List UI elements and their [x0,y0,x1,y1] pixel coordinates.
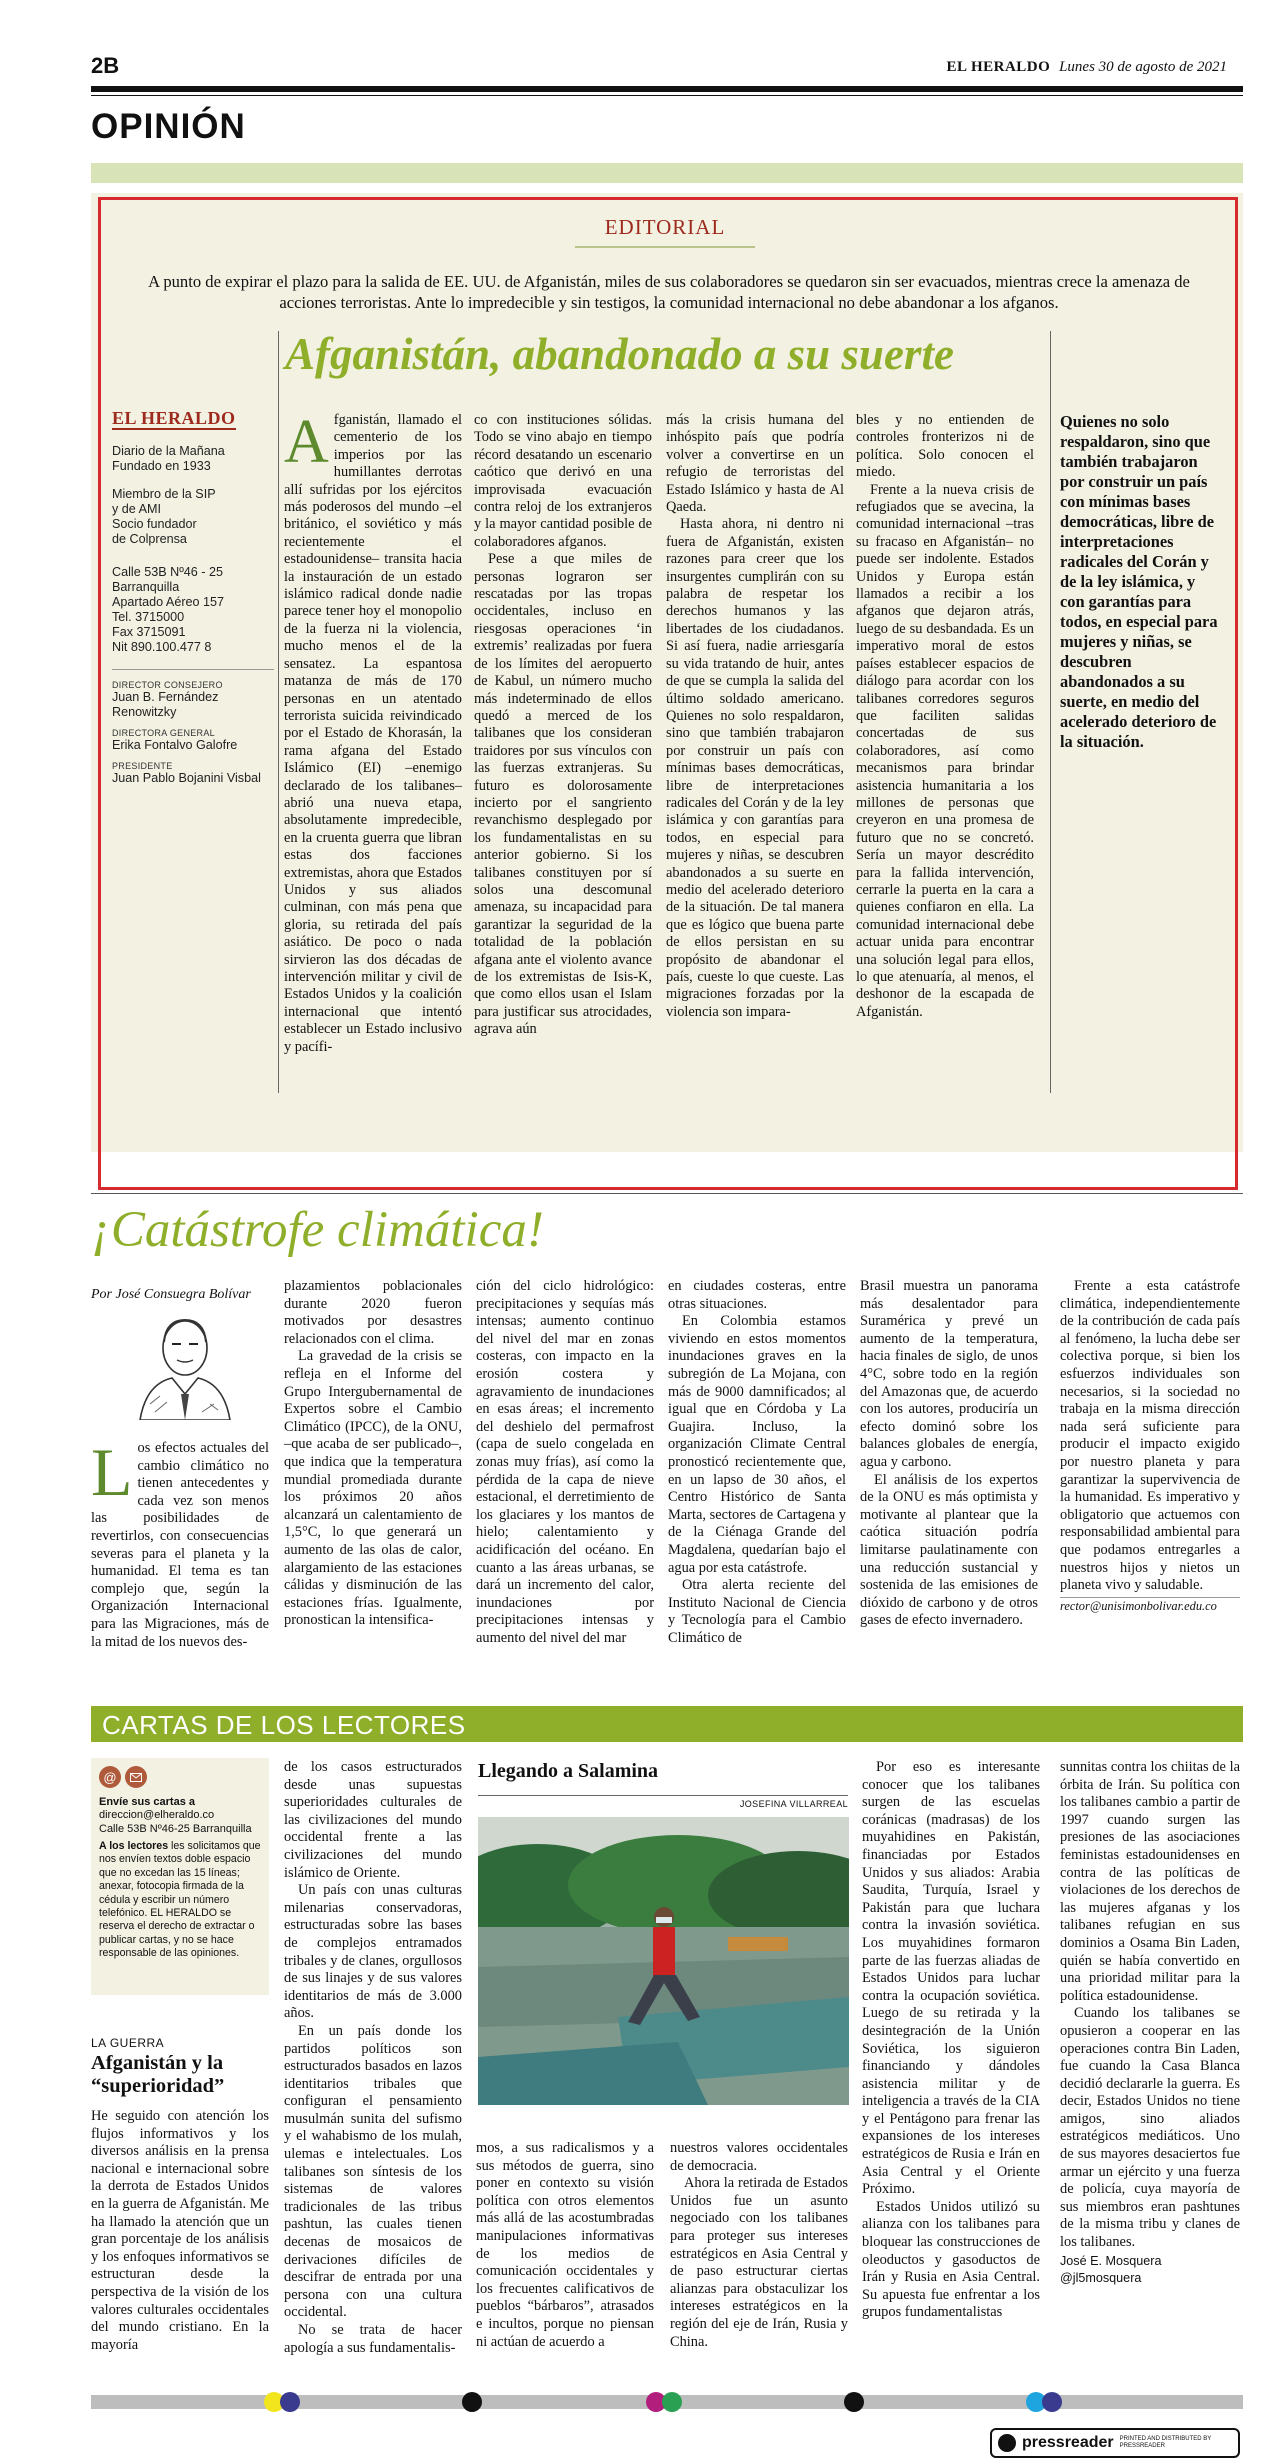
masthead-line: Calle 53B Nº46 - 25 [112,565,224,579]
column-headline: ¡Catástrofe climática! [91,1202,544,1258]
paragraph: ción del ciclo hidrológico: precipitaciones y sequías más intensas; aumento continuo del nivel del mar en zonas costeras, con impacto en la erosión costera y agravamiento de inundaciones en esas áreas; el incremento del deshielo del permafrost (capa de suelo congelada en zonas muy frías), así como la pérdida de la capa de nieve estacional, el derretimiento de los glaciares y los mantos de hielo; calentamiento y acidificación del océano. En cuanto a las áreas urbanas, se dará un incremento del calor, inundaciones por precipitaciones intensas y aumento del nivel del mar [476,1278,654,1646]
masthead-line: Diario de la Mañana [112,444,225,458]
masthead-line: Fax 3715091 [112,625,186,639]
registration-dot [844,2392,864,2412]
issue-date: Lunes 30 de agosto de 2021 [1059,59,1227,75]
paragraph: No se trata de hacer apología a sus fundamentalis- [284,2322,462,2356]
masthead-line: y de AMI [112,502,161,516]
paragraph: En Colombia estamos viviendo en estos momentos inundaciones graves en la subregión de La Mojana, con más de 9000 damnificados; al igual que en Córdoba y La Guajira. Incluso, la organización Climate Central pronosticó recientemente que, en un lapso de 30 años, el Centro Histórico de Santa Marta, sectores de Cartagena y de la Ciénaga Grande del Magdalena, quedarían bajo el agua por esta catástrofe. [668,1313,846,1576]
paragraph: El análisis de los expertos de la ONU es más optimista y motivante al plantear que la caótica situación podría limitarse paulatinamente con una reducción sustancial y sostenida de las emisiones de dióxido de carbono y de otros gases de efecto invernadero. [860,1471,1038,1629]
photo-rule [478,1795,848,1796]
column-col-3 [476,1278,654,1647]
editorial-dek: A punto de expirar el plazo para la salida de EE. UU. de Afganistán, miles de sus colaboradores se quedaron sin ser evacuados, mientras crece la amenaza de acciones terroristas. Ante lo impredecible y sin testigos, la comunidad internacional no debe abandonar a los afganos. [148,272,1190,312]
at-icon: @ [99,1766,121,1788]
header-rule-thin [91,95,1243,96]
paragraph: He seguido con atención los flujos informativos y los diversos análisis en la prensa nacional e internacional sobre la derrota de Estados Unidos en la guerra de Afganistán. Me ha llamado la atención que un gran porcentaje de los análisis y los enfoques informativos se estructuran desde la perspectiva de la visión de los valores culturales occidentales del mundo cristiano. En la mayoría [91,2108,269,2353]
submission-rules [99,1840,261,1961]
masthead-members [112,487,274,547]
pressreader-badge[interactable] [990,2428,1240,2458]
letter-col-2 [284,1759,462,2357]
submission-email[interactable]: direccion@elheraldo.co [99,1809,215,1821]
paragraph: Un país con unas culturas milenarias conservadoras, estructuradas sobre las bases de complejos entramados tribales y de clanes, orgullosos de sus linajes y de sus valores identitarios de más de 3.000 años. [284,1882,462,2022]
drop-cap: L [91,1434,133,1510]
paragraph: de los casos estructurados desde unas supuestas superioridades culturales de las civilizaciones del mundo occidental frente a las civilizaciones del mundo islámico de Oriente. [284,1759,462,1881]
headline-vrule-right [1050,331,1051,1093]
editorial-col-2 [474,412,652,1039]
rules-lead: A los lectores [99,1840,169,1852]
paragraph: En un país donde los partidos políticos son estructurados basados en lazos identitarios tribales que configuran el pensamiento musulmán sunita del sufismo y el wahabismo de los mulah, ulemas e intelectuales. Los talibanes son síntesis de los sistemas de valores tradicionales de las tribus pashtun, las cuales tienen decenas de mosaicos de derivaciones difíciles de descifrar de entrada por una persona con una cultura occidental. [284,2022,462,2321]
masthead-address [112,565,274,655]
pull-quote: Quienes no solo respaldaron, sino que también trabajaron por construir un país con mínimas bases democráticas, libre de interpretaciones radicales del Corán y de la ley islámica, y con garantías para todos, en especial para mujeres y niñas, se descubren abandonados a su suerte, en medio del acelerado deterioro de la situación. [1060,412,1218,751]
paper-name: EL HERALDO [946,59,1051,75]
mail-icon [125,1766,147,1788]
paragraph: Ahora la retirada de Estados Unidos fue un asunto negociado con los talibanes para proteger sus intereses estratégicos en Asia Central y de paso estructurar ciertas alianzas para obstaculizar los intereses estratégicos en la región del eje de Irán, Rusia y China. [670,2175,848,2350]
column-col-5 [860,1278,1038,1630]
submission-box [91,1758,269,1995]
paragraph: Frente a la nueva crisis de refugiados que se avecina, la comunidad internacional –tras su fracaso en Afganistán– no puede ser indolente. Estados Unidos y Europa están llamados a recibir a los afganos que dejaron atrás, luego de su desbandada. Es un imperativo moral de estos países establecer espacios de diálogo para acordar con los talibanes corredores seguros que faciliten salidas concertadas de sus colaboradores, así como mecanismos para brindar asistencia humanitaria a los millones de personas que creyeron en una promesa de futuro que no se concretó. Sería un mayor descrédito para la fallida intervención, cerrarle la puerta en la cara a quienes confiaron en ella. La comunidad internacional debe actuar unida para encontrar una solución legal para ellos, lo que atenuaría, al menos, el deshonor de la escapada de Afganistán. [856,481,1034,1020]
paragraph: sunnitas contra los chiitas de la órbita de Irán. Su política con los talibanes cambio a partir de 1997 cuando surgen las presiones de las asociaciones feministas estadounidenses en contra de las políticas de violaciones de los derechos de las mujeres afganas y los talibanes refugian en sus dominios a Osama Bin Laden, quién se había convertido en una prioridad militar para la política estadounidense. [1060,1759,1240,2004]
editorial-col-1 [284,408,462,1056]
climate-top-rule [91,1193,1243,1194]
paragraph: Pese a que miles de personas lograron ser rescatadas por las tropas occidentales, incluso en riesgosas operaciones ‘in extremis’ realizadas por fuera de los límites del aeropuerto de Kabul, un número mucho más indeterminado de ellos quedó a merced de los talibanes que los consideran traidores por sus vínculos con las fuerzas extranjeras. Su futuro es dolorosamente incierto por el sangriento revanchismo desplegado por los fundamentalistas en su anterior gobierno. Si los talibanes constituyen por sí solos una descomunal amenaza, su incapacidad para garantizar la seguridad de la totalidad de la población afgana ante el violento avance de los extremistas de Isis-K, que como ellos usan el Islam para justificar sus atrocidades, agrava aún [474,551,652,1038]
column-text: os efectos actuales del cambio climático no tienen antecedentes y cada vez son menos las posibilidades de revertirlos, con consecuencias severas para el planeta y la humanidad. El tema es tan complejo que, según la Organización Internacional para las Migraciones, más de la mitad de los nuevos des- [91,1440,269,1650]
column-col-6 [1060,1278,1240,1615]
masthead-line: Nit 890.100.477 8 [112,640,212,654]
masthead-line: de Colprensa [112,532,187,546]
paragraph: en ciudades costeras, entre otras situaciones. [668,1278,846,1312]
letter-col-1 [91,2108,269,2354]
letter-headline: Afganistán y la “superioridad” [91,2052,225,2097]
header-rule [91,86,1243,92]
masthead-line: Barranquilla [112,580,180,594]
paragraph: mos, a sus radicalismos y a sus métodos de guerra, sino poner en contexto su visión política con otros elementos más allá de las acostumbradas manipulaciones informativas de los medios de comunicación occidentales y los frecuentes calificativos de pueblos “bárbaros”, atrasados e incultos, porque no piensan ni actúan de acuerdo a [476,2140,654,2350]
header-info [947,57,1227,76]
letter-col-5 [862,1759,1040,2322]
letters-section-title: CARTAS DE LOS LECTORES [102,1710,466,1740]
letter-col-3 [476,2140,654,2351]
masthead-line: Apartado Aéreo 157 [112,595,225,609]
registration-dot [1042,2392,1062,2412]
paragraph: Cuando los talibanes se opusieron a cooperar en las operaciones contra Bin Laden, fue cuando la Casa Blanca decidió declararle la guerra. Es decir, Estados Unidos no tiene amigos, sino aliados estratégicos mediáticos. Uno de sus mayores desaciertos fue armar un ejército y una fuerza de policía, cuya mayoría de sus miembros eran pashtunes de la misma tribu y clanes de los talibanes. [1060,2005,1240,2251]
paragraph: más la crisis humana del inhóspito país que podría volver a convertirse en un refugio de terroristas del Estado Islámico y hasta de Al Qaeda. [666,412,844,516]
paragraph: bles y no entienden de controles fronterizos ni de política. Solo conocen el miedo. [856,412,1034,481]
paragraph: co con instituciones sólidas. Todo se vino abajo en tiempo récord desatando un escenario caótico que derivó en una improvisada evacuación contra reloj de los extranjeros y la mayor cantidad posible de colaboradores afganos. [474,412,652,550]
editorial-headline: Afganistán, abandonado a su suerte [285,329,954,379]
page-number: 2B [91,53,120,78]
column-col-4 [668,1278,846,1647]
kicker-rule [575,246,755,248]
pressreader-brand: pressreader [1022,2434,1114,2451]
letter-col-6 [1060,1759,1240,2288]
masthead-line: Tel. 3715000 [112,610,185,624]
registration-dot [462,2392,482,2412]
photo-image [478,1817,849,2105]
role-name: Erika Fontalvo Galofre [112,738,238,752]
pressreader-icon [998,2434,1016,2452]
author-email[interactable]: rector@unisimonbolivar.edu.co [1060,1597,1240,1616]
column-byline: Por José Consuegra Bolívar [91,1287,251,1302]
paragraph: plazamientos poblacionales durante 2020 fueron motivados por desastres relacionados con el clima. [284,1278,462,1347]
photo-title: Llegando a Salamina [478,1760,659,1782]
section-title: OPINIÓN [91,107,246,146]
paragraph: Frente a esta catástrofe climática, independientemente de la contribución de cada país al fenómeno, la lucha debe ser colectiva porque, si bien los esfuerzos individuales son necesarios, si la sociedad no trabaja en la misma dirección nada será suficiente para producir el impacto exigido por nuestro planeta y para garantizar la supervivencia de la humanidad. Es imperativo y obligatorio que actuemos con responsabilidad ambiental para que podamos entregarles a nuestros hijos y nietos un planeta vivo y saludable. [1060,1278,1240,1594]
submission-address: Calle 53B Nº46-25 Barranquilla [99,1823,252,1835]
headline-vrule-left [278,331,279,1093]
letter-signature: José E. Mosquera [1060,2253,1162,2268]
rules-text: les solicitamos que nos envíen textos doble espacio que no excedan las 15 líneas; anexar, fotocopia firmada de la cédula y escribir un número telefónico. EL HERALDO se reserva el derecho de extractar o publicar cartas, y no se hace responsable de las opiniones. [99,1840,261,1960]
paragraph: Otra alerta reciente del Instituto Nacional de Ciencia y Tecnología para el Cambio Climático de [668,1577,846,1646]
paragraph: Hasta ahora, ni dentro ni fuera de Afganistán, existen razones para creer que los insurgentes cumplirán con su palabra de respetar los derechos humanos y las libertades de los ciudadanos. Si así fuera, nadie arriesgaría su vida tratando de huir, antes de que se cumpla la salida del último soldado americano. Quienes no solo respaldaron, sino que también trabajaron por construir un país con mínimas bases democráticas, libre de interpretaciones radicales del Corán y de la ley islámica y con garantías para todos, en especial para mujeres y niñas, se descubren abandonados a su suerte en medio del acelerado deterioro de la situación. De tal manera que es lógico que buena parte de ellos persistan en su propósito de abandonar el país, cueste lo que cueste. Las migraciones forzadas por la violencia son impara- [666,516,844,1020]
photo-credit: JOSEFINA VILLARREAL [739,1799,848,1809]
masthead-line: Fundado en 1933 [112,459,211,473]
letter-kicker: LA GUERRA [91,2036,165,2050]
registration-dot [280,2392,300,2412]
letter-handle: @jl5mosquera [1060,2271,1142,2286]
paragraph: Por eso es interesante conocer que los talibanes surgen de las escuelas coránicas (madrasas) de los muyahidines en Pakistán, financiadas por Estados Unidos y sus aliados: Arabia Saudita, Turquía, Israel y Pakistán para que luchara contra la invasión soviética. Los muyahidines formaron parte de las fuerzas aliadas de Estados Unidos para luchar contra la ocupación soviética. Luego de su retirada y la desintegración de la Unión Soviética, los siguieron financiando y dándoles asistencia militar y de inteligencia a través de la CIA y el Pentágono para frenar las expansiones de los intereses estratégicos de Rusia e Irán en Asia Central y el Oriente Próximo. [862,1759,1040,2198]
drop-cap: A [284,408,329,476]
editorial-col-3 [666,412,844,1021]
masthead-line: Socio fundador [112,517,197,531]
masthead-logo: EL HERALDO [112,408,236,428]
role-label: DIRECTOR CONSEJERO [112,680,223,690]
editorial-col-4 [856,412,1034,1021]
editorial-kicker: EDITORIAL [604,215,726,239]
pressreader-tiny: PRINTED AND DISTRIBUTED BY PRESSREADER [1119,2436,1212,2449]
submission-title: Envíe sus cartas a [99,1796,196,1808]
masthead [112,408,274,786]
author-portrait [130,1308,240,1420]
letter-col-4 [670,2140,848,2351]
role-name: Juan B. Fernández Renowitzky [112,690,219,719]
paragraph: nuestros valores occidentales de democracia. [670,2140,848,2174]
paragraph: Brasil muestra un panorama más desalentador para Suramérica y prevé un aumento de la temperatura, hacia finales de siglo, de unos 4°C, sobre todo en la región del Amazonas que, de acuerdo con los autores, produciría un efecto dominó sobre los balances globales de energía, agua y carbono. [860,1278,1038,1470]
section-bar [91,163,1243,183]
column-col-2 [284,1278,462,1630]
role-name: Juan Pablo Bojanini Visbal [112,771,261,785]
paragraph: Estados Unidos utilizó su alianza con los talibanes para bloquear las construcciones de oleoductos y gasoductos de Irán y Rusia en Asia Central. Su apuesta fue enfrentar a los grupos fundamentalistas [862,2198,1040,2321]
masthead-founded [112,444,274,474]
masthead-line: Miembro de la SIP [112,487,216,501]
registration-dot [662,2392,682,2412]
paragraph: La gravedad de la crisis se refleja en el Informe del Grupo Intergubernamental de Expertos sobre el Cambio Climático (IPCC), de la ONU, –que acaba de ser publicado–, que indica que la temperatura mundial promediada durante los próximos 20 años alcanzará un calentamiento de 1,5°C, lo que generará un aumento de las olas de calor, alargamiento de las estaciones cálidas y disminución de las estaciones frías. Igualmente, pronostican la intensifica- [284,1348,462,1629]
editorial-text: fganistán, llamado el cementerio de los imperios por las humillantes derrotas allí sufridas por los ejércitos más poderosos del mundo –el británico, el soviético y más recientemente el estadounidense– transita hacia la instauración de un estado islámico radical donde nadie parece tener hoy el monopolio de la fuerza ni la violencia, mucho menos el de la sensatez. La espantosa matanza de más de 170 personas en un atentado terrorista suicida reivindicado por el Estado de Khorasán, la rama afgana del Estado Islámico (EI) –enemigo declarado de los talibanes– abrió una nueva etapa, absolutamente impredecible, en la cruenta guerra que libran estas dos facciones extremistas, ahora que Estados Unidos y sus aliados culminan, con más pena que gloria, su retirada del país asiático. De poco o nada sirvieron las dos décadas de intervención militar y civil de Estados Unidos y la coalición internacional que intentó establecer un Estado inclusivo y pacífi- [284,412,462,1055]
column-col-1 [91,1434,269,1651]
role-label: DIRECTORA GENERAL [112,728,215,738]
role-label: PRESIDENTE [112,761,173,771]
